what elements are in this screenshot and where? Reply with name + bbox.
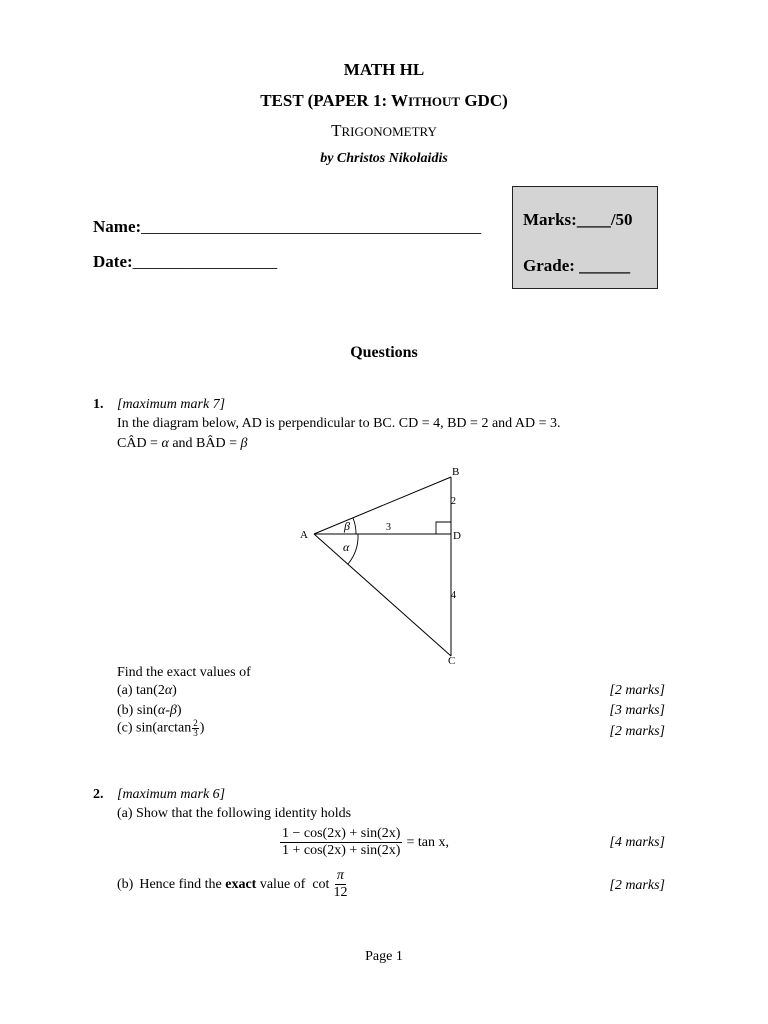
q1-find: Find the exact values of	[117, 665, 251, 680]
q1-part-a-marks: [2 marks]	[609, 683, 665, 698]
length-bd: 2	[451, 496, 456, 507]
date-line[interactable]: _________________	[132, 252, 278, 271]
side-ac	[314, 534, 451, 656]
name-label: Name:	[93, 217, 142, 236]
label-d: D	[453, 530, 461, 542]
subject-initial: T	[331, 121, 342, 140]
q2-part-a	[117, 806, 351, 822]
q2-part-b-den: 12	[333, 885, 348, 901]
q1-part-b-close: )	[176, 703, 182, 718]
q1-part-b-label: (b)	[117, 703, 134, 718]
triangle-diagram	[290, 462, 480, 672]
angle-beta-label: β	[344, 519, 350, 533]
q2-part-b	[117, 868, 349, 901]
q2-part-a-text: Show that the following identity holds	[136, 806, 352, 821]
q2-identity-den: 1 + cos(2x) + sin(2x)	[282, 843, 401, 859]
q2-max-mark: [maximum mark 6]	[117, 787, 226, 802]
label-c: C	[448, 655, 456, 667]
q1-part-a	[117, 683, 177, 699]
subject-heading	[0, 121, 768, 141]
questions-heading: Questions	[350, 344, 418, 361]
test-small-caps: ITHOUT	[408, 94, 461, 109]
side-ab	[314, 477, 451, 534]
q1-beta: β	[240, 436, 248, 451]
marks-box	[512, 186, 658, 289]
q1-part-c-close: )	[199, 720, 205, 736]
q1-angle-cad: CÂD =	[117, 436, 162, 451]
q1-part-b-text: sin(	[136, 703, 158, 718]
q2-identity-num: 1 − cos(2x) + sin(2x)	[280, 826, 402, 843]
length-cd: 4	[451, 590, 456, 601]
q2-identity	[280, 826, 449, 859]
date-label: Date:	[93, 252, 133, 271]
q1-alpha: α	[161, 436, 169, 451]
date-field[interactable]	[93, 252, 277, 272]
q1-max-mark: [maximum mark 7]	[117, 397, 226, 412]
q2-part-b-num: π	[335, 868, 346, 885]
test-subtitle	[0, 91, 768, 111]
angle-alpha-label: α	[343, 540, 350, 554]
document-title: MATH HL	[343, 60, 425, 79]
q1-part-b-var2: β	[169, 703, 177, 718]
q1-part-b-var: α	[157, 703, 166, 718]
label-a: A	[300, 529, 308, 541]
q1-part-a-text: tan(2	[136, 683, 165, 698]
name-line[interactable]: ________________________________________	[141, 217, 482, 236]
length-ad: 3	[386, 522, 391, 533]
q1-part-c	[117, 719, 204, 738]
q1-part-c-den: 3	[193, 728, 198, 738]
subject-rest: RIGONOMETRY	[341, 124, 437, 139]
grade-line: Grade: ______	[523, 256, 631, 275]
author-line: by Christos Nikolaidis	[320, 151, 448, 166]
q2-number: 2.	[93, 787, 104, 802]
q1-number: 1.	[93, 397, 104, 412]
q1-part-a-label: (a)	[117, 683, 133, 698]
q2-part-b-bold: exact	[225, 876, 257, 892]
q1-part-b-mid: -	[165, 703, 170, 718]
q1-part-c-num: 2	[193, 718, 198, 728]
q2-part-b-text2: value of cot	[256, 876, 330, 892]
q1-statement: In the diagram below, AD is perpendicular to BC. CD = 4, BD = 2 and AD = 3.	[117, 416, 561, 431]
q1-part-b	[117, 703, 182, 719]
q2-identity-fraction	[280, 826, 402, 859]
angle-beta-arc	[353, 518, 356, 534]
q1-part-a-close: )	[172, 683, 177, 698]
q2-part-a-marks: [4 marks]	[609, 835, 665, 850]
q1-part-a-var: α	[164, 683, 173, 698]
right-angle-mark	[436, 522, 451, 534]
q2-part-b-text1: Hence find the	[139, 876, 226, 892]
label-b: B	[452, 466, 460, 478]
marks-line: Marks:____/50	[523, 210, 633, 229]
q1-angles	[117, 436, 247, 452]
q2-part-a-label: (a)	[117, 806, 133, 821]
angle-alpha-arc	[348, 534, 358, 564]
test-suffix: GDC)	[460, 91, 508, 110]
q2-part-b-marks: [2 marks]	[609, 878, 665, 893]
q2-part-b-label: (b)	[117, 876, 134, 892]
q1-angle-bad: and BÂD =	[168, 436, 241, 451]
q2-part-b-fraction	[331, 868, 349, 901]
q1-part-c-marks: [2 marks]	[609, 724, 665, 739]
q2-identity-rhs: = tan x,	[406, 834, 449, 850]
q1-part-c-fraction	[192, 719, 199, 738]
page-number: Page 1	[365, 949, 403, 964]
q1-part-b-marks: [3 marks]	[609, 703, 665, 718]
name-field[interactable]	[93, 217, 481, 237]
q1-part-c-label: (c)	[117, 720, 133, 736]
q1-part-c-text: sin(arctan	[136, 720, 192, 736]
test-prefix: TEST (PAPER 1: W	[260, 91, 409, 110]
